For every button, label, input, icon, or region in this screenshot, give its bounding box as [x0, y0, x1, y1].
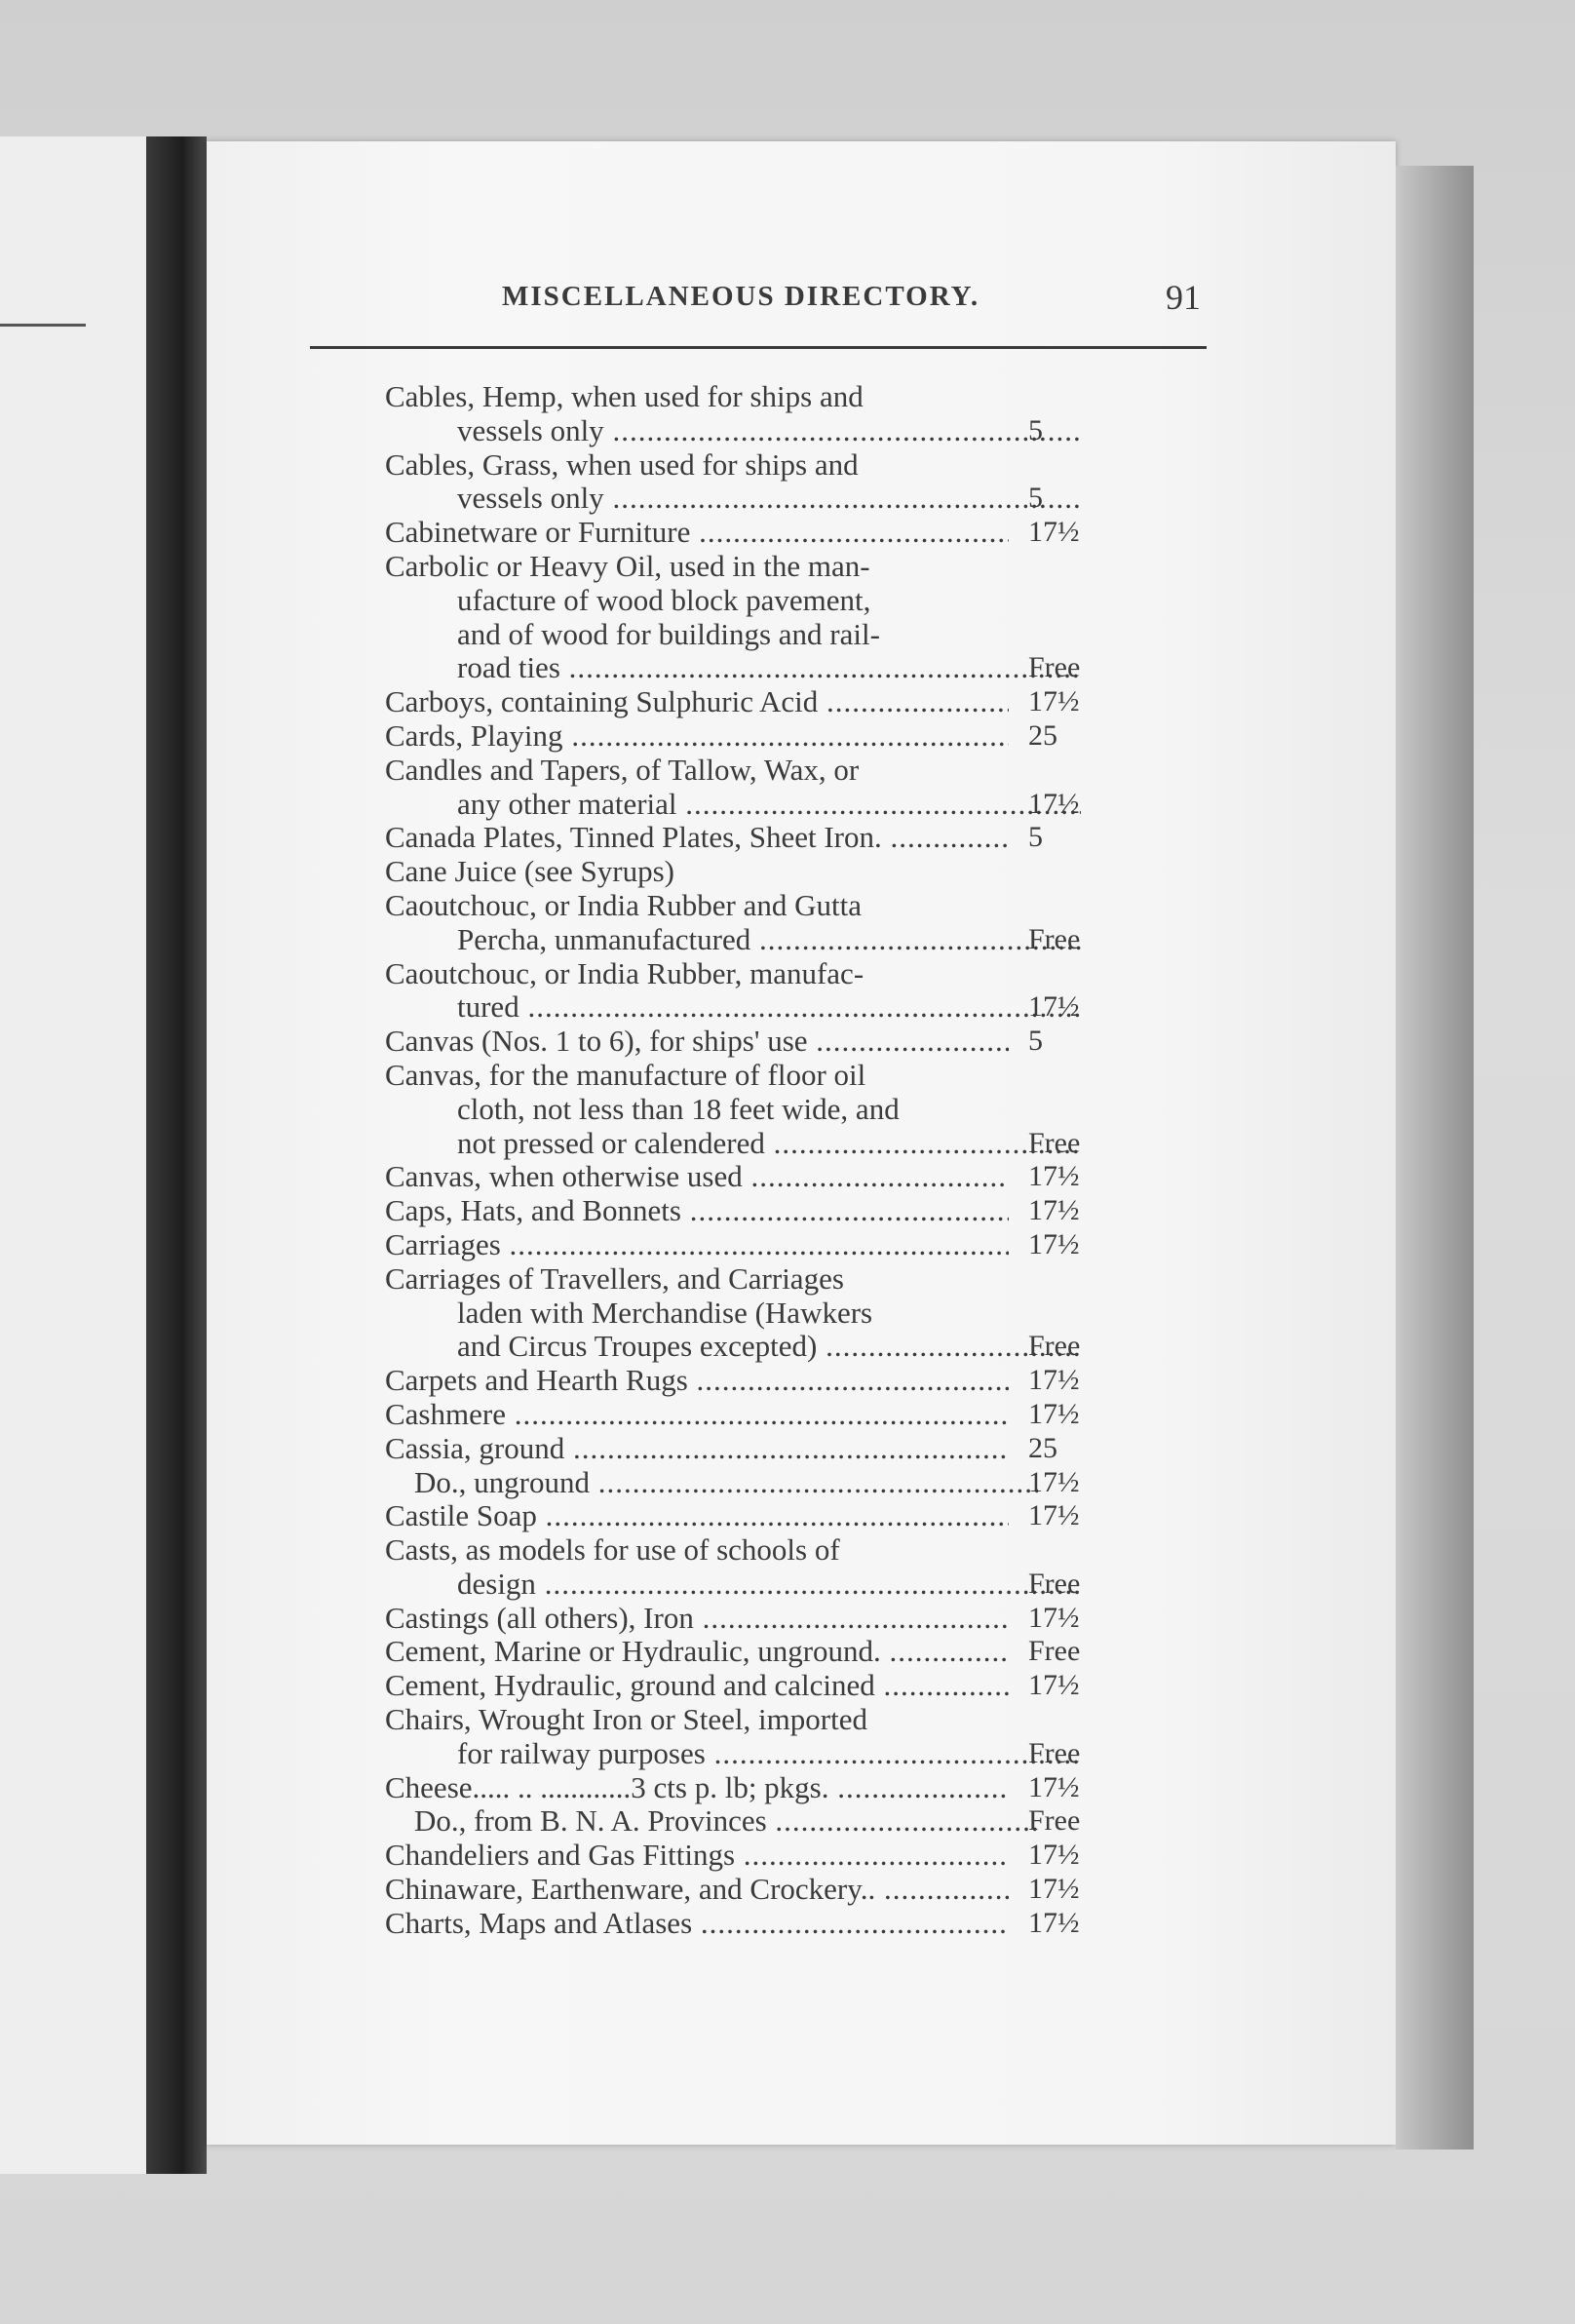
dot-leader [536, 1568, 1081, 1601]
entry-text: Chairs, Wrought Iron or Steel, imported [385, 1702, 867, 1737]
entry-text-line [385, 1873, 1009, 1907]
dot-leader [560, 651, 1081, 684]
duty-rate: 17½ [1028, 516, 1080, 549]
entry-text-line [385, 1839, 1009, 1873]
tariff-entry [385, 1873, 1126, 1907]
duty-rate: Free [1028, 1567, 1081, 1600]
entry-text: Caps, Hats, and Bonnets [385, 1194, 681, 1228]
dot-leader [501, 1228, 1009, 1261]
tariff-entry [385, 1669, 1126, 1703]
entry-text-line [385, 990, 1081, 1025]
tariff-entry [385, 1160, 1126, 1194]
entry-text-line [385, 1127, 1081, 1161]
tariff-entry [385, 1398, 1126, 1432]
tariff-entry [385, 1907, 1126, 1941]
entry-text-line [385, 1602, 1009, 1636]
tariff-list [385, 380, 1126, 1941]
dot-leader [875, 1669, 1009, 1702]
tariff-entry [385, 1703, 1126, 1771]
dot-leader [692, 1907, 1009, 1940]
entry-text-line [385, 516, 1009, 550]
duty-rate: 17½ [1028, 1873, 1080, 1906]
page-stack-edge [1396, 166, 1474, 2150]
tariff-entry [385, 1194, 1126, 1228]
dot-leader [690, 516, 1009, 549]
dot-leader [881, 1635, 1009, 1668]
tariff-entry [385, 1804, 1126, 1839]
dot-leader [706, 1737, 1081, 1770]
running-header: MISCELLANEOUS DIRECTORY. [502, 281, 980, 312]
entry-text: Charts, Maps and Atlases [385, 1906, 693, 1940]
dot-leader [767, 1804, 1038, 1838]
entry-text-line [385, 1262, 1126, 1297]
entry-text: Carbolic or Heavy Oil, used in the man- [385, 548, 870, 583]
entry-text: Canvas, for the manufacture of floor oil [385, 1057, 866, 1092]
entry-text: Cheese..... .. ............3 cts p. lb; pkgs. [385, 1770, 829, 1804]
duty-rate: 17½ [1028, 1397, 1080, 1430]
dot-leader [506, 1398, 1009, 1431]
entry-text: Caoutchouc, or India Rubber, manufac- [385, 955, 864, 990]
entry-text-line [385, 855, 1009, 889]
entry-text: Do., unground [414, 1465, 590, 1499]
entry-text-line [385, 1669, 1009, 1703]
entry-text: Percha, unmanufactured [457, 922, 751, 956]
entry-text: Canada Plates, Tinned Plates, Sheet Iron. [385, 821, 882, 855]
duty-rate: 5 [1028, 821, 1043, 854]
entry-text-line [385, 1025, 1009, 1059]
entry-text: and Circus Troupes excepted) [457, 1330, 818, 1364]
entry-text-line [385, 1330, 1081, 1364]
entry-text: laden with Merchandise (Hawkers [457, 1295, 873, 1330]
facing-page-rule [0, 324, 86, 327]
dot-leader [519, 990, 1081, 1024]
entry-text: Cement, Marine or Hydraulic, unground. [385, 1635, 881, 1669]
entry-text: Casts, as models for use of schools of [385, 1532, 840, 1568]
tariff-entry [385, 516, 1126, 550]
entry-text-line [385, 1398, 1009, 1432]
entry-text-line [385, 788, 1081, 822]
entry-text-line [385, 1568, 1081, 1602]
tariff-entry [385, 380, 1126, 448]
tariff-entry [385, 685, 1126, 719]
entry-text: Carpets and Hearth Rugs [385, 1364, 688, 1398]
entry-text-line [385, 1703, 1126, 1737]
entry-text-line [385, 685, 1009, 719]
duty-rate: 17½ [1028, 1194, 1080, 1227]
entry-text: Cement, Hydraulic, ground and calcined [385, 1669, 875, 1703]
entry-text-line [385, 1804, 1038, 1839]
entry-text: Chandeliers and Gas Fittings [385, 1839, 736, 1873]
entry-text-line [385, 1771, 1009, 1805]
duty-rate: 17½ [1028, 1160, 1080, 1193]
duty-rate: 17½ [1028, 1499, 1080, 1532]
tariff-entry [385, 957, 1126, 1026]
duty-rate: 17½ [1028, 1364, 1080, 1397]
entry-text: Cashmere [385, 1397, 506, 1431]
entry-text: vessels only [457, 413, 604, 447]
header-rule [310, 346, 1207, 349]
tariff-entry [385, 1839, 1126, 1873]
tariff-entry [385, 754, 1126, 822]
entry-text-line [385, 1499, 1009, 1533]
entry-text: Candles and Tapers, of Tallow, Wax, or [385, 752, 860, 787]
entry-text-line [385, 1432, 1009, 1466]
dot-leader [564, 1432, 1009, 1465]
entry-text-line [385, 1737, 1081, 1771]
duty-rate: 17½ [1028, 990, 1080, 1024]
tariff-entry [385, 1432, 1126, 1466]
entry-text: Cassia, ground [385, 1431, 565, 1465]
dot-leader [604, 482, 1081, 515]
dot-leader [875, 1873, 1009, 1906]
tariff-entry [385, 1025, 1126, 1059]
duty-rate: Free [1028, 1804, 1081, 1838]
dot-leader [677, 788, 1081, 821]
duty-rate: 17½ [1028, 787, 1080, 820]
tariff-entry [385, 1602, 1126, 1636]
duty-rate: 25 [1028, 1431, 1057, 1464]
duty-rate: Free [1028, 922, 1081, 955]
tariff-entry [385, 550, 1126, 685]
dot-leader [563, 719, 1009, 753]
duty-rate: 5 [1028, 1025, 1043, 1058]
dot-leader [537, 1499, 1009, 1532]
duty-rate: 17½ [1028, 1839, 1080, 1872]
entry-text-line [385, 1297, 1126, 1331]
entry-text: Cabinetware or Furniture [385, 516, 691, 550]
entry-text-line [385, 448, 1126, 483]
entry-text-line [385, 1093, 1126, 1127]
entry-text-line [385, 1533, 1126, 1568]
tariff-entry [385, 1771, 1126, 1805]
tariff-entry [385, 1533, 1126, 1602]
duty-rate: 5 [1028, 482, 1043, 515]
tariff-entry [385, 821, 1126, 855]
dot-leader [808, 1025, 1009, 1058]
entry-text-line [385, 618, 1126, 652]
entry-text: Chinaware, Earthenware, and Crockery.. [385, 1873, 876, 1907]
duty-rate: 17½ [1028, 1465, 1080, 1498]
entry-text: Carriages [385, 1227, 501, 1261]
dot-leader [681, 1194, 1009, 1227]
entry-text: Carriages of Travellers, and Carriages [385, 1260, 844, 1296]
dot-leader [694, 1602, 1009, 1635]
tariff-entry [385, 1262, 1126, 1364]
entry-text-line [385, 414, 1081, 448]
tariff-entry [385, 889, 1126, 957]
duty-rate: 17½ [1028, 1227, 1080, 1260]
entry-text: Caoutchouc, or India Rubber and Gutta [385, 887, 862, 922]
tariff-entry [385, 1635, 1126, 1669]
entry-text: Castings (all others), Iron [385, 1601, 694, 1635]
entry-text: Carboys, containing Sulphuric Acid [385, 685, 819, 719]
entry-text: tured [457, 990, 519, 1025]
entry-text: Do., from B. N. A. Provinces [414, 1804, 767, 1839]
entry-text-line [385, 651, 1081, 685]
entry-text: Cables, Hemp, when used for ships and [385, 379, 864, 413]
tariff-entry [385, 719, 1126, 754]
entry-text-line [385, 754, 1126, 788]
duty-rate: Free [1028, 1330, 1081, 1363]
duty-rate: 17½ [1028, 685, 1080, 718]
duty-rate: Free [1028, 1126, 1081, 1159]
entry-text-line [385, 380, 1126, 414]
entry-text: ufacture of wood block pavement, [457, 582, 871, 617]
entry-text-line [385, 550, 1126, 584]
dot-leader [590, 1466, 1038, 1499]
entry-text-line [385, 584, 1126, 618]
entry-text-line [385, 923, 1081, 957]
entry-text: Castile Soap [385, 1499, 537, 1533]
entry-text-line [385, 482, 1081, 516]
duty-rate: Free [1028, 1736, 1081, 1769]
dot-leader [604, 414, 1081, 447]
tariff-entry [385, 1499, 1126, 1533]
duty-rate: 17½ [1028, 1770, 1080, 1803]
entry-text: Canvas, when otherwise used [385, 1160, 743, 1194]
entry-text: Cane Juice (see Syrups) [385, 855, 674, 889]
duty-rate: 17½ [1028, 1906, 1080, 1939]
entry-text: for railway purposes [457, 1736, 706, 1770]
page-number: 91 [1166, 278, 1201, 317]
entry-text-line [385, 889, 1126, 923]
tariff-entry [385, 1466, 1126, 1500]
entry-text-line [385, 1160, 1009, 1194]
entry-text: Canvas (Nos. 1 to 6), for ships' use [385, 1025, 808, 1059]
entry-text: and of wood for buildings and rail- [457, 616, 880, 651]
book-binding [146, 136, 207, 2174]
entry-text-line [385, 719, 1009, 754]
entry-text: design [457, 1567, 536, 1601]
entry-text: Cards, Playing [385, 718, 563, 753]
dot-leader [882, 821, 1009, 854]
duty-rate: 17½ [1028, 1669, 1080, 1702]
duty-rate: 5 [1028, 413, 1043, 446]
dot-leader [743, 1160, 1009, 1193]
entry-text: cloth, not less than 18 feet wide, and [457, 1091, 900, 1126]
duty-rate: 17½ [1028, 1601, 1080, 1634]
entry-text: Cables, Grass, when used for ships and [385, 446, 859, 482]
entry-text: not pressed or calendered [457, 1126, 765, 1160]
entry-text-line [385, 1364, 1009, 1398]
entry-text-line [385, 1635, 1009, 1669]
entry-text-line [385, 1194, 1009, 1228]
dot-leader [688, 1364, 1009, 1397]
entry-text-line [385, 821, 1009, 855]
entry-text-line [385, 1907, 1009, 1941]
tariff-entry [385, 1364, 1126, 1398]
duty-rate: 25 [1028, 718, 1057, 752]
duty-rate: Free [1028, 651, 1081, 684]
entry-text: road ties [457, 651, 560, 685]
duty-rate: Free [1028, 1635, 1081, 1668]
tariff-entry [385, 855, 1126, 889]
dot-leader [735, 1839, 1009, 1872]
entry-text-line [385, 957, 1126, 991]
tariff-entry [385, 448, 1126, 517]
entry-text-line [385, 1059, 1126, 1093]
entry-text-line [385, 1466, 1038, 1500]
tariff-entry [385, 1228, 1126, 1262]
entry-text-line [385, 1228, 1009, 1262]
dot-leader [829, 1771, 1010, 1804]
dot-leader [818, 685, 1009, 718]
tariff-entry [385, 1059, 1126, 1160]
entry-text: any other material [457, 787, 677, 821]
entry-text: vessels only [457, 482, 604, 516]
